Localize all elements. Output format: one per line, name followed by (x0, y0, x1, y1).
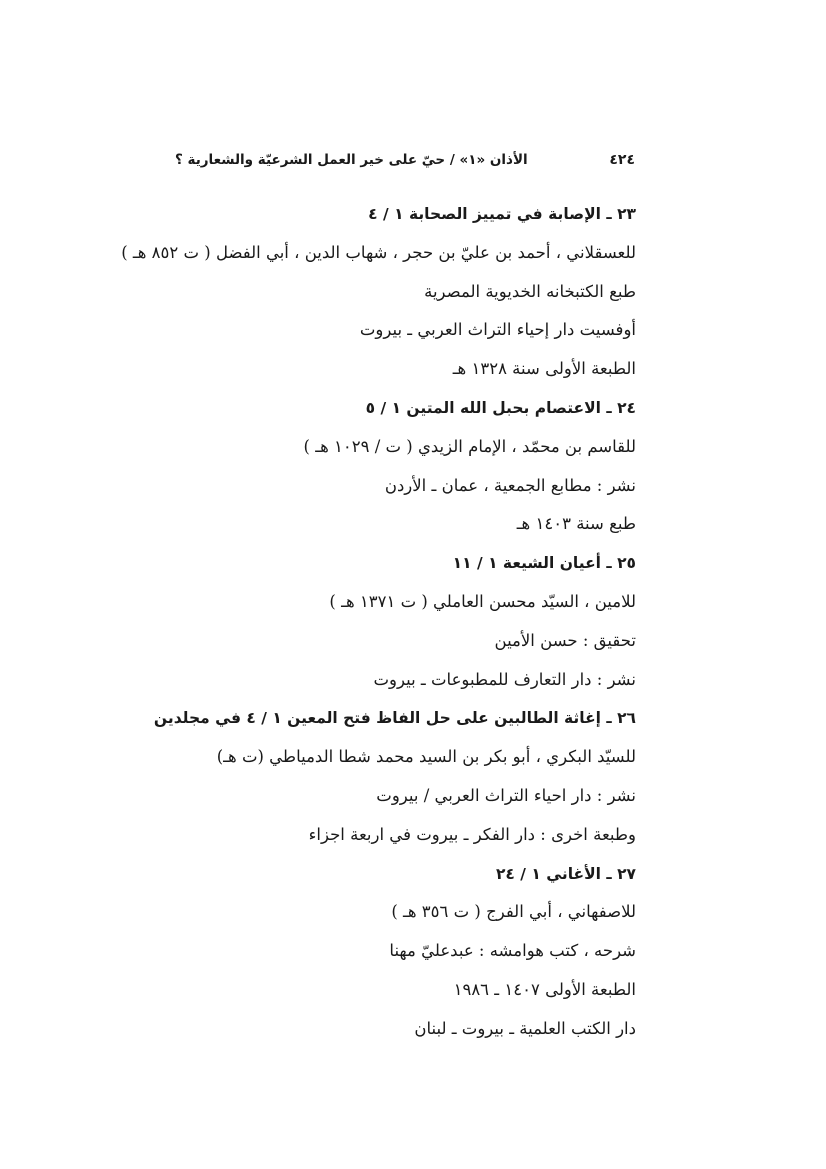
entry-heading: ٢٣ ـ الإصابة في تمييز الصحابة ١ / ٤ (368, 205, 636, 223)
bibliography-entry (216, 544, 636, 699)
entry-detail-line: أوفسيت دار إحياء التراث العربي ـ بيروت (359, 320, 636, 340)
entry-heading: ٢٦ ـ إغاثة الطالبين على حل الفاظ فتح المعين ١ / ٤ في مجلدين (153, 709, 636, 728)
bibliography-list (121, 195, 636, 1049)
entry-heading: ٢٥ ـ أعيان الشيعة ١ / ١١ (452, 554, 636, 573)
bibliography-entry (216, 389, 636, 544)
bibliography-entry (153, 699, 636, 854)
entry-detail-line: نشر : دار التعارف للمطبوعات ـ بيروت (373, 669, 636, 689)
entry-detail-line: وطبعة اخرى : دار الفكر ـ بيروت في اربعة اجزاء (308, 824, 636, 844)
bibliography-entry (216, 855, 636, 1049)
entry-detail-line: دار الكتب العلمية ـ بيروت ـ لبنان (414, 1018, 636, 1038)
entry-detail-line: شرحه ، كتب هوامشه : عبدعليّ مهنا (389, 941, 636, 961)
entry-heading: ٢٧ ـ الأغاني ١ / ٢٤ (495, 864, 636, 883)
entry-detail-line: طبع الكتبخانه الخديوية المصرية (424, 281, 636, 301)
entry-author-line: للقاسم بن محمّد ، الإمام الزيدي ( ت / ١٠٢٩ هـ ) (303, 436, 636, 456)
entry-detail-line: الطبعة الأولى سنة ١٣٢٨ هـ (452, 359, 636, 379)
entry-detail-line: نشر : مطابع الجمعية ، عمان ـ الأردن (384, 475, 636, 495)
entry-detail-line: الطبعة الأولى ١٤٠٧ ـ ١٩٨٦ (453, 979, 636, 999)
entry-author-line: للامين ، السيّد محسن العاملي ( ت ١٣٧١ هـ ) (329, 591, 636, 611)
running-header (175, 152, 635, 178)
entry-author-line: للعسقلاني ، أحمد بن عليّ بن حجر ، شهاب الدين ، أبي الفضل ( ت ٨٥٢ هـ ) (121, 242, 636, 262)
bibliography-entry (121, 195, 636, 389)
page-number: ٤٢٤ (609, 152, 635, 168)
entry-author-line: للسيّد البكري ، أبو بكر بن السيد محمد شطا الدمياطي (ت هـ) (216, 747, 636, 767)
entry-detail-line: طبع سنة ١٤٠٣ هـ (516, 514, 636, 534)
running-header-title: الأذان «١» / حيّ على خير العمل الشرعيّة والشعارية ؟ (175, 152, 528, 168)
entry-author-line: للاصفهاني ، أبي الفرج ( ت ٣٥٦ هـ ) (391, 902, 636, 922)
entry-detail-line: نشر : دار احياء التراث العربي / بيروت (376, 785, 636, 805)
entry-heading: ٢٤ ـ الاعتصام بحبل الله المتين ١ / ٥ (365, 398, 636, 417)
entry-detail-line: تحقيق : حسن الأمين (494, 630, 636, 650)
